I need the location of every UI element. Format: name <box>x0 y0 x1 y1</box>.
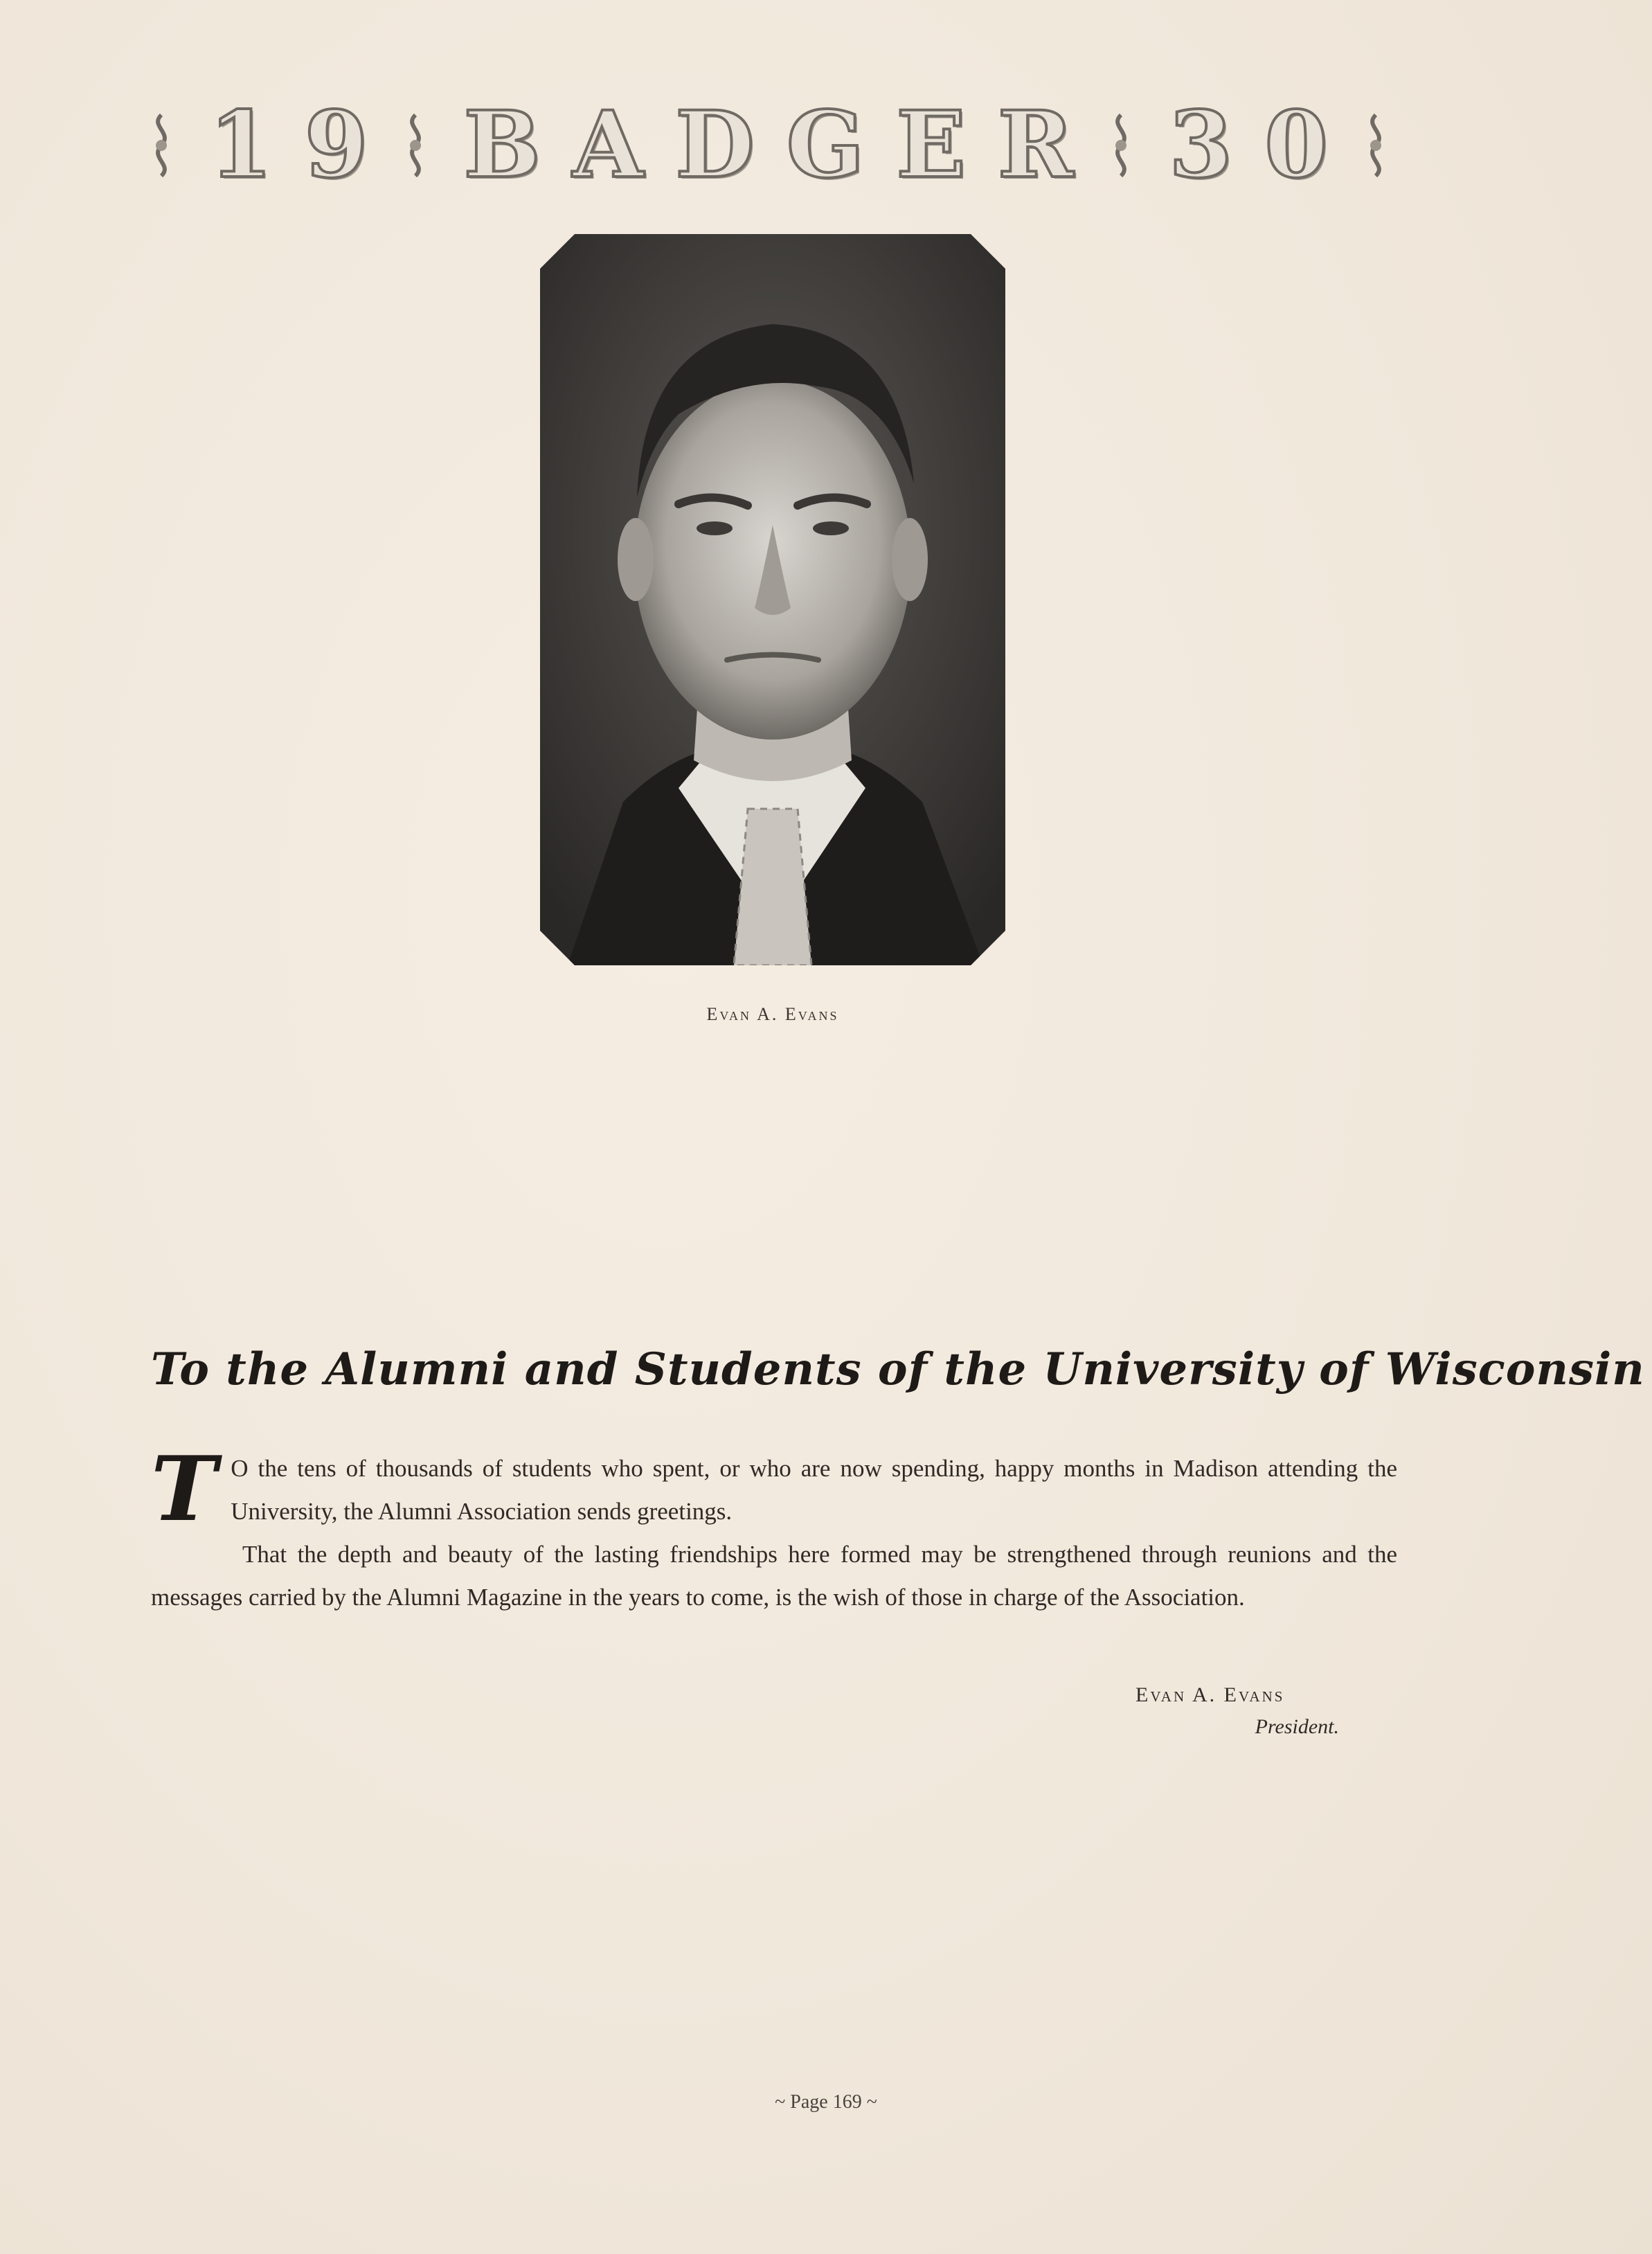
masthead-char: 1 <box>208 91 273 199</box>
paragraph-text: O the tens of thousands of students who spent, or who are now spending, happy months in Madison attending the University, the Alumni Association sends greetings. <box>231 1455 1397 1525</box>
second-paragraph: That the depth and beauty of the lasting friendships here formed may be strengthened through reunions and the messages carried by the Alumni Magazine in the years to come, is the wish of those in charge of the Association. <box>151 1541 1397 1611</box>
letter-body <box>151 1438 1397 1619</box>
masthead-char: R <box>997 91 1074 199</box>
masthead-char: B <box>463 91 541 199</box>
masthead-char: G <box>786 91 865 199</box>
ornament-icon <box>399 112 431 179</box>
portrait-photo <box>540 234 1005 965</box>
drop-cap: T <box>151 1438 217 1541</box>
masthead-title <box>145 91 1392 199</box>
page-heading: To the Alumni and Students of the University of Wisconsin <box>151 1343 1645 1395</box>
signature-name: Evan A. Evans <box>1135 1683 1285 1706</box>
masthead-char: 3 <box>1169 91 1233 199</box>
masthead-char: 0 <box>1264 91 1329 199</box>
ornament-icon <box>1360 112 1392 179</box>
masthead-char: A <box>572 91 644 199</box>
first-paragraph <box>151 1438 1397 1541</box>
ornament-icon <box>1105 112 1137 179</box>
signature-title: President. <box>1255 1715 1339 1738</box>
masthead-char: E <box>896 91 966 199</box>
portrait-image <box>540 234 1005 965</box>
portrait-caption: Evan A. Evans <box>706 1004 839 1024</box>
masthead-char: D <box>675 91 755 199</box>
signature-block <box>1135 1679 1343 1743</box>
page-number: ~ Page 169 ~ <box>775 2091 877 2113</box>
ornament-icon <box>145 112 177 179</box>
masthead-char: 9 <box>304 91 368 199</box>
